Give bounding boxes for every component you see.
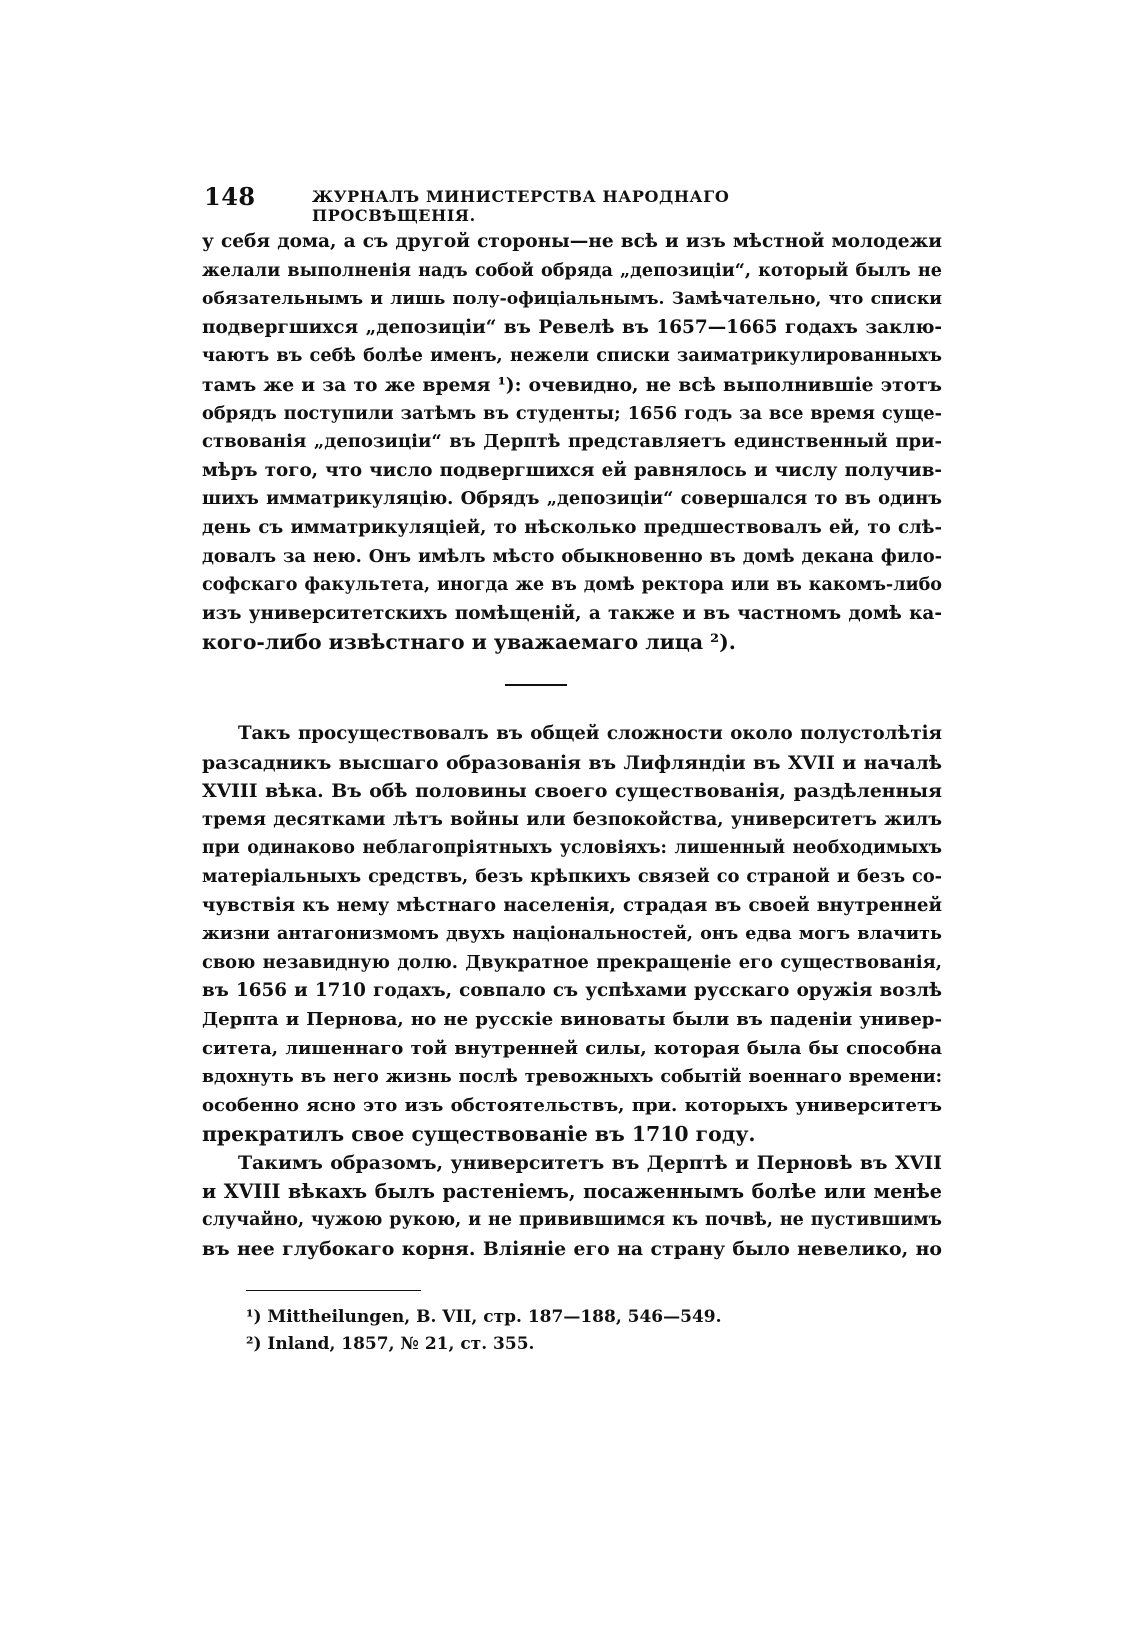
footnote-2: ²) Inland, 1857, № 21, ст. 355.: [246, 1334, 535, 1354]
text-line: шихъ иммaтрикуляцію. Обрядъ „депозиціи“ совершался то въ одинъ: [202, 488, 942, 510]
text-line: обрядъ поступили затѣмъ въ студенты; 1656 годъ за все время суще-: [202, 402, 942, 424]
text-line: кого-либо извѣстнаго и уважаемаго лица ²).: [202, 630, 736, 655]
text-line: довалъ за нею. Онъ имѣлъ мѣсто обыкновенно въ домѣ декана фило-: [202, 545, 942, 567]
section-separator: [505, 684, 567, 686]
text-line: у себя дома, а съ другой стороны—не всѣ и изъ мѣстной молодежи: [202, 231, 942, 252]
text-line: тамъ же и за то же время ¹): очевидно, не всѣ выполнившіе этотъ: [202, 373, 942, 396]
running-head: ЖУРНАЛЪ МИНИСТЕРСТВА НАРОДНАГО ПРОСВѢЩЕНІЯ.: [312, 187, 730, 225]
text-line: свою незавидную долю. Двукратное прекращеніе его существованія,: [202, 951, 942, 973]
text-line: XVIII вѣка. Въ обѣ половины своего существованія, раздѣленныя: [202, 780, 942, 803]
paragraph-1: [202, 228, 942, 657]
text-line: въ нее глубокаго корня. Вліяніе его на страну было невелико, но: [202, 1237, 942, 1260]
text-line: матеріальныхъ средствъ, безъ крѣпкихъ связей со страной и безъ со-: [202, 865, 942, 887]
text-line: жизни антагонизмомъ двухъ національностей, онъ едва могъ влачить: [202, 923, 942, 945]
text-line: чаютъ въ себѣ болѣе именъ, нежели списки заиматрикулированныхъ: [202, 345, 942, 367]
text-line: ситета, лишеннаго той внутренней силы, которая была бы способна: [202, 1037, 942, 1059]
footnotes: [246, 1304, 846, 1358]
text-line: разсадникъ высшаго образованія въ Лифляндіи въ XVII и началѣ: [202, 751, 942, 774]
footnote-rule: [246, 1290, 421, 1291]
text-line: изъ университетскихъ помѣщеній, а также и въ частномъ домѣ ка-: [202, 602, 942, 624]
page-header: [204, 182, 844, 225]
text-line: Дерпта и Пернова, но не русскіе виноваты были въ паденіи универ-: [202, 1008, 942, 1030]
text-line: ствованія „депозиціи“ въ Дерптѣ представляетъ единственный при-: [202, 431, 942, 453]
text-line: и XVIII вѣкахъ былъ растеніемъ, посаженнымъ болѣе или менѣе: [202, 1179, 942, 1203]
text-line: при одинаково неблагопріятныхъ условіяхъ: лишенный необходимыхъ: [202, 838, 942, 859]
text-line: подвергшихся „депозиціи“ въ Ревелѣ въ 1657—1665 годахъ заклю-: [202, 316, 942, 338]
paragraph-2: [202, 720, 942, 1263]
text-line: Такимъ образомъ, университетъ въ Дерптѣ и Перновѣ въ XVII: [238, 1151, 942, 1174]
text-line: желали выполненія надъ собой обряда „депозиціи“, который былъ не: [202, 259, 942, 281]
text-line: софскаго факультета, иногда же въ домѣ ректора или въ какомъ-либо: [202, 575, 942, 596]
page-number: 148: [204, 182, 256, 211]
text-line: день съ иммaтрикуляціей, то нѣсколько предшествовалъ ей, то слѣ-: [202, 516, 942, 538]
text-line: случайно, чужою рукою, и не привившимся къ почвѣ, не пустившимъ: [202, 1210, 942, 1231]
text-line: тремя десятками лѣтъ войны или безпокойства, университетъ жилъ: [202, 808, 942, 830]
text-line: въ 1656 и 1710 годахъ, совпало съ успѣхами русскаго оружія возлѣ: [202, 980, 942, 1002]
text-line: чувствія къ нему мѣстнаго населенія, страдая въ своей внутренней: [202, 894, 942, 916]
text-line: прекратилъ свое существованіе въ 1710 году.: [202, 1122, 756, 1147]
text-line: Такъ просуществовалъ въ общей сложности около полустолѣтія: [238, 723, 942, 744]
text-line: вдохнуть въ него жизнь послѣ тревожныхъ событій военнаго времени:: [202, 1067, 942, 1088]
text-line: обязательнымъ и лишь полу-офиціальнымъ. Замѣчательно, что списки: [202, 289, 942, 310]
text-line: мѣръ того, что число подвергшихся ей равнялось и числу получив-: [202, 459, 942, 481]
text-line: особенно ясно это изъ обстоятельствъ, при. которыхъ университетъ: [202, 1094, 942, 1116]
footnote-1: ¹) Mittheilungen, B. VII, стр. 187—188, 546—549.: [246, 1307, 722, 1327]
